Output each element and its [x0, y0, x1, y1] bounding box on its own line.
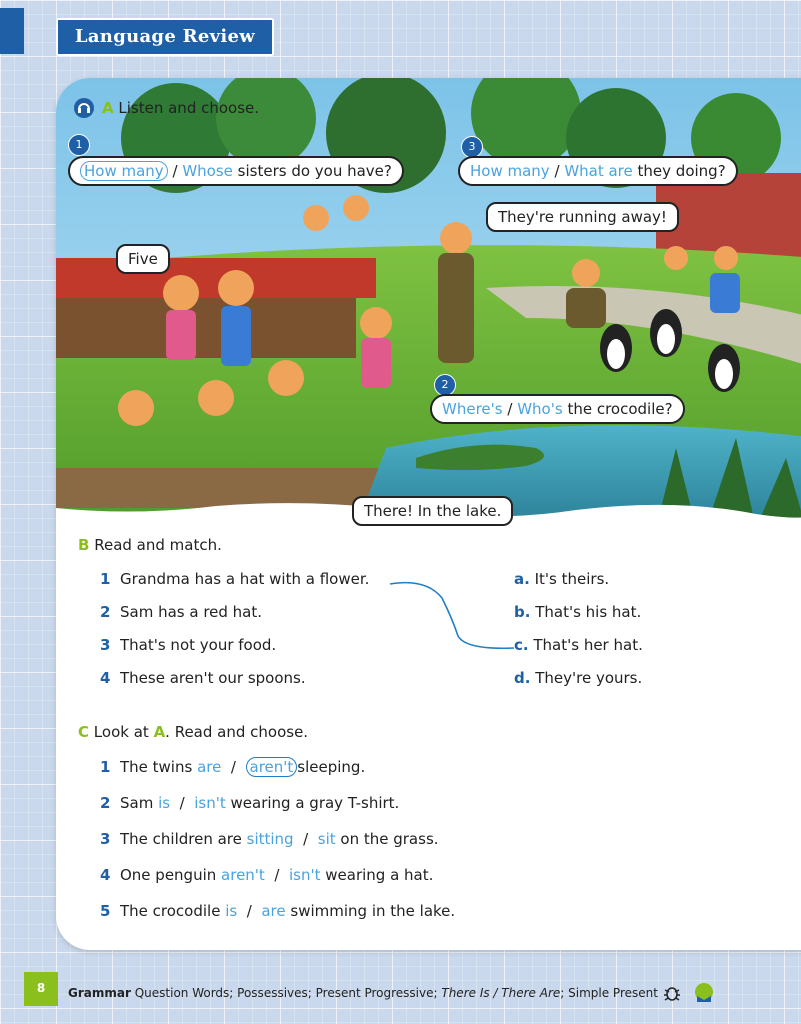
match-right-item[interactable] [514, 669, 643, 702]
item-text-pre: The crocodile [119, 902, 221, 920]
section-c-title-post: . Read and choose. [165, 723, 309, 741]
item-letter: b. [514, 603, 531, 621]
match-right-list [514, 570, 643, 702]
choice-option-2[interactable]: aren't [246, 757, 298, 777]
choice-option-1[interactable]: are [197, 758, 222, 776]
exercise-card [56, 78, 801, 950]
item-text-pre: Sam [119, 794, 154, 812]
header-banner [56, 18, 274, 56]
section-a-title: Listen and choose. [118, 99, 260, 117]
bubble-1-number: 1 [68, 134, 90, 156]
item-number: 4 [100, 669, 111, 687]
bubble-3-number: 3 [461, 136, 483, 158]
item-letter: d. [514, 669, 531, 687]
section-c-heading [78, 723, 308, 741]
item-number: 3 [100, 830, 111, 848]
bubble-1-option-1[interactable]: How many [80, 161, 168, 181]
choice-separator: / [303, 830, 309, 848]
choice-separator: / [230, 758, 236, 776]
match-right-item[interactable] [514, 636, 643, 669]
page-number-badge [24, 972, 58, 1006]
bubble-2 [430, 394, 685, 424]
choose-item [100, 758, 455, 794]
bubble-2-separator: / [507, 400, 513, 418]
bubble-3-separator: / [554, 162, 560, 180]
bubble-3-option-1[interactable]: How many [470, 162, 550, 180]
choice-option-1[interactable]: is [158, 794, 171, 812]
item-text: That's his hat. [535, 603, 642, 621]
item-letter: c. [514, 636, 529, 654]
section-c-letter: C [78, 723, 90, 741]
header-tab-decoration [0, 8, 24, 54]
item-text: They're yours. [535, 669, 643, 687]
frog-icon [692, 982, 716, 1004]
bubble-3-option-2[interactable]: What are [564, 162, 633, 180]
footer-text-2: ; Simple Present [560, 986, 658, 1000]
footer-label: Grammar [68, 986, 131, 1000]
item-number: 1 [100, 758, 111, 776]
section-b-letter: B [78, 536, 90, 554]
choice-option-1[interactable]: aren't [221, 866, 265, 884]
section-b-title: Read and match. [94, 536, 222, 554]
choice-option-2[interactable]: sit [317, 830, 336, 848]
bubble-running: They're running away! [486, 202, 679, 232]
section-b-heading [78, 536, 222, 554]
match-left-item[interactable] [100, 570, 369, 603]
item-text-post: on the grass. [340, 830, 439, 848]
choice-separator: / [246, 902, 252, 920]
section-a-letter: A [102, 99, 114, 117]
section-a-heading [102, 99, 259, 117]
item-text-pre: The twins [119, 758, 193, 776]
choice-option-2[interactable]: are [261, 902, 286, 920]
choose-item [100, 902, 455, 938]
section-c-title-pre: Look at [93, 723, 149, 741]
bug-icon [662, 984, 682, 1002]
item-number: 3 [100, 636, 111, 654]
item-text-post: wearing a hat. [325, 866, 434, 884]
bubble-1 [68, 156, 404, 186]
bubble-2-option-1[interactable]: Where's [442, 400, 503, 418]
section-c-title-ref: A [153, 723, 166, 741]
item-text: Grandma has a hat with a flower. [119, 570, 370, 588]
item-text: That's her hat. [533, 636, 643, 654]
footer-grammar-note [68, 986, 658, 1000]
choose-item [100, 866, 455, 902]
item-text: That's not your food. [119, 636, 277, 654]
footer-text-italic: There Is / There Are [441, 986, 561, 1000]
item-letter: a. [514, 570, 530, 588]
match-left-item[interactable] [100, 603, 369, 636]
page-number: 8 [36, 981, 46, 995]
page-title: Language Review [74, 26, 256, 47]
bubble-3 [458, 156, 738, 186]
bubble-1-text: sisters do you have? [237, 162, 392, 180]
choice-option-2[interactable]: isn't [288, 866, 321, 884]
item-text-pre: The children are [119, 830, 242, 848]
item-number: 1 [100, 570, 111, 588]
item-text-post: swimming in the lake. [290, 902, 456, 920]
audio-icon[interactable] [74, 98, 94, 118]
bubble-2-text: the crocodile? [567, 400, 673, 418]
choice-option-2[interactable]: isn't [194, 794, 226, 812]
item-number: 4 [100, 866, 111, 884]
park-illustration [56, 78, 801, 528]
choice-separator: / [274, 866, 280, 884]
item-text-pre: One penguin [119, 866, 217, 884]
choice-option-1[interactable]: sitting [246, 830, 294, 848]
match-left-item[interactable] [100, 636, 369, 669]
bubble-1-option-2[interactable]: Whose [182, 162, 233, 180]
match-right-item[interactable] [514, 603, 643, 636]
choice-separator: / [179, 794, 185, 812]
choice-option-1[interactable]: is [225, 902, 238, 920]
match-left-item[interactable] [100, 669, 369, 702]
item-number: 2 [100, 794, 111, 812]
footer-text-1: Question Words; Possessives; Present Progressive; [134, 986, 438, 1000]
bubble-3-text: they doing? [637, 162, 726, 180]
item-text: It's theirs. [534, 570, 610, 588]
item-text: Sam has a red hat. [119, 603, 263, 621]
bubble-2-option-2[interactable]: Who's [517, 400, 563, 418]
bubble-there: There! In the lake. [352, 496, 513, 526]
item-number: 2 [100, 603, 111, 621]
choose-item [100, 794, 455, 830]
bubble-five: Five [116, 244, 170, 274]
match-right-item[interactable] [514, 570, 643, 603]
item-text: These aren't our spoons. [119, 669, 306, 687]
bubble-1-separator: / [172, 162, 178, 180]
item-text-post: wearing a gray T-shirt. [230, 794, 400, 812]
match-left-list [100, 570, 369, 702]
match-connector-line [386, 578, 516, 658]
item-number: 5 [100, 902, 111, 920]
choose-item [100, 830, 455, 866]
bubble-2-number: 2 [434, 374, 456, 396]
choose-list [100, 758, 455, 938]
item-text-post: sleeping. [297, 758, 366, 776]
